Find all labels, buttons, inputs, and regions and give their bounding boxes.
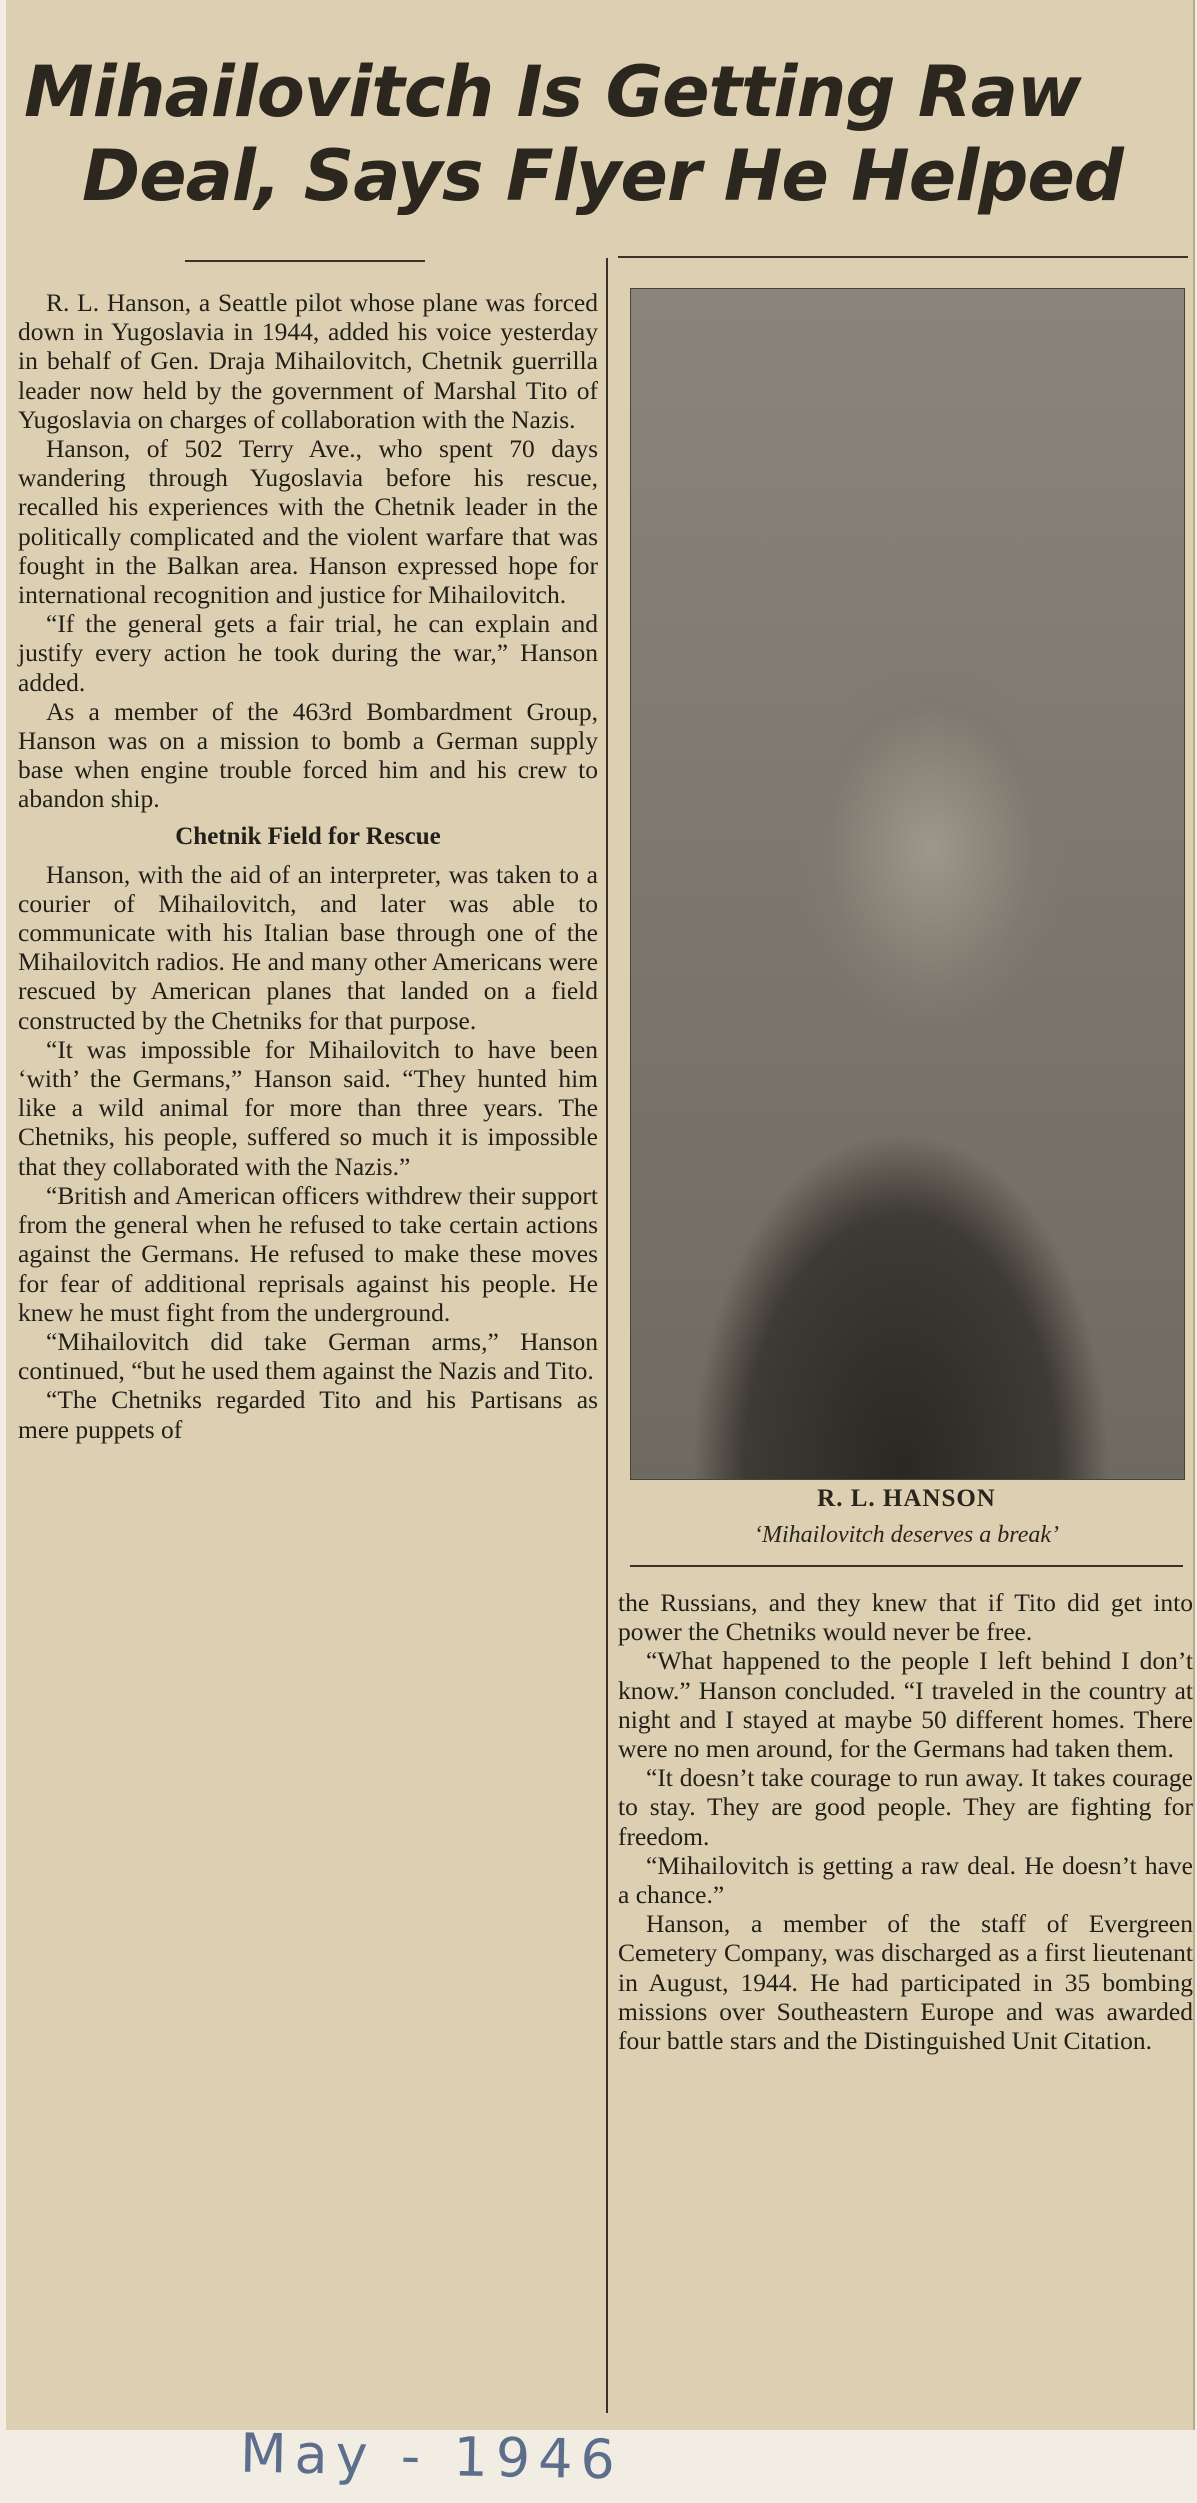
- headline-rule-right: [618, 256, 1188, 258]
- article-right-column: [618, 1588, 1193, 2055]
- paragraph: “British and American officers withdrew their support from the general when he refused to take certain actions against the Germans. He refused to make these moves for fear of additional reprisals against his people. He knew he must fight from the underground.: [18, 1180, 598, 1327]
- paragraph: R. L. Hanson, a Seattle pilot whose plane was forced down in Yugoslavia in 1944, added his voice yesterday in behalf of Gen. Draja Mihailovitch, Chetnik guerrilla leader now held by the government of Marshal Tito of Yugoslavia on charges of collaboration with the Nazis.: [18, 288, 598, 434]
- subheading: Chetnik Field for Rescue: [175, 822, 441, 850]
- paragraph: “It doesn’t take courage to run away. It takes courage to stay. They are good people. They are fighting for freedom.: [618, 1763, 1193, 1851]
- photo-caption-name: R. L. HANSON: [817, 1485, 996, 1512]
- paragraph: “If the general gets a fair trial, he can explain and justify every action he took during the war,” Hanson added.: [18, 609, 598, 697]
- headline: [18, 50, 1183, 218]
- headline-line-2: Deal, Says Flyer He Helped: [82, 135, 1123, 217]
- paragraph: “What happened to the people I left behind I don’t know.” Hanson concluded. “I traveled in the country at night and I stayed at maybe 50 different homes. There were no men around, for the Germans had taken them.: [618, 1646, 1193, 1764]
- portrait-photo: [630, 288, 1185, 1480]
- paragraph: Hanson, a member of the staff of Evergreen Cemetery Company, was discharged as a first lieutenant in August, 1944. He had participated in 35 bombing missions over Southeastern Europe and was awarded four battle stars and the Distinguished Unit Citation.: [618, 1909, 1193, 2056]
- photo-caption-quote: ‘Mihailovitch deserves a break’: [753, 1522, 1059, 1548]
- caption-rule: [630, 1565, 1183, 1567]
- paragraph: As a member of the 463rd Bombardment Group, Hanson was on a mission to bomb a German supply base when engine trouble forced him and his crew to abandon ship.: [18, 696, 598, 814]
- paragraph: Hanson, of 502 Terry Ave., who spent 70 days wandering through Yugoslavia before his rescue, recalled his experiences with the Chetnik leader in the politically complicated and the violent warfare that was fought in the Balkan area. Hanson expressed hope for international recognition and justice for Mihailovitch.: [18, 434, 598, 610]
- paragraph: “Mihailovitch did take German arms,” Hanson continued, “but he used them against the Nazis and Tito.: [18, 1326, 598, 1386]
- paragraph: the Russians, and they knew that if Tito did get into power the Chetniks would never be free.: [618, 1588, 1193, 1647]
- headline-rule-left: [185, 260, 425, 262]
- paragraph: “It was impossible for Mihailovitch to have been ‘with’ the Germans,” Hanson said. “They hunted him like a wild animal for more than three years. The Chetniks, his people, suffered so much it is impossible that they collaborated with the Nazis.”: [18, 1034, 598, 1181]
- article-left-column: [18, 288, 598, 1444]
- headline-line-1: Mihailovitch Is Getting Raw: [24, 51, 1081, 133]
- column-divider: [606, 258, 608, 2413]
- handwritten-date: May - 1946: [239, 2421, 624, 2492]
- paragraph: Hanson, with the aid of an interpreter, was taken to a courier of Mihailovitch, and later was able to communicate with his Italian base through one of the Mihailovitch radios. He and many other Americans were rescued by American planes that landed on a field constructed by the Chetniks for that purpose.: [18, 859, 598, 1035]
- paragraph: “Mihailovitch is getting a raw deal. He doesn’t have a chance.”: [618, 1850, 1193, 1910]
- paragraph: “The Chetniks regarded Tito and his Partisans as mere puppets of: [18, 1385, 598, 1444]
